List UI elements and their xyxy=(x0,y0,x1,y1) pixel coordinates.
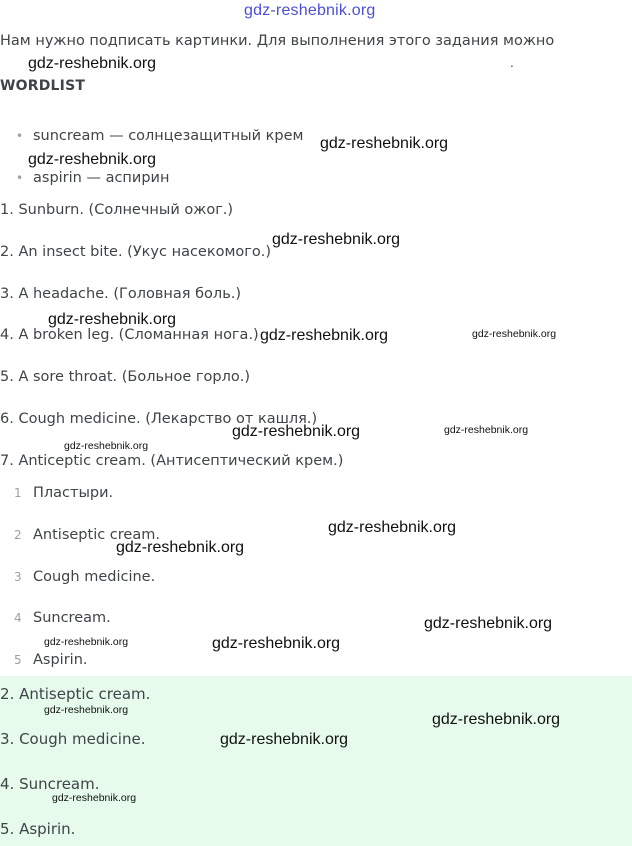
picture-caption-5: 5. A sore throat. (Больное горло.) xyxy=(0,369,251,385)
numbered-item xyxy=(14,610,111,626)
picture-caption-6: 6. Cough medicine. (Лекарство от кашля.) xyxy=(0,411,318,427)
watermark: gdz-reshebnik.org xyxy=(432,711,561,728)
answer-line: 4. Suncream. xyxy=(0,775,100,793)
watermark: gdz-reshebnik.org xyxy=(444,424,529,436)
item-number: 1 xyxy=(14,486,22,500)
item-text: Пластыри. xyxy=(33,485,114,501)
wordlist-title: WORDLIST xyxy=(0,78,86,94)
wordlist-item-text: suncream — солнцезащитный крем xyxy=(33,128,304,144)
intro-text: Нам нужно подписать картинки. Для выполнения этого задания можно xyxy=(0,33,555,49)
watermark: gdz-reshebnik.org xyxy=(64,440,149,452)
watermark: gdz-reshebnik.org xyxy=(320,135,449,152)
wordlist-item xyxy=(16,170,169,186)
item-text: Suncream. xyxy=(33,610,111,626)
watermark: gdz-reshebnik.org xyxy=(328,519,457,536)
site-header-link[interactable]: gdz-reshebnik.org xyxy=(244,2,376,19)
watermark: gdz-reshebnik.org xyxy=(28,151,157,168)
watermark: gdz-reshebnik.org xyxy=(52,792,137,804)
watermark: gdz-reshebnik.org xyxy=(472,328,557,340)
watermark: gdz-reshebnik.org xyxy=(232,423,361,440)
watermark: gdz-reshebnik.org xyxy=(260,327,389,344)
watermark: gdz-reshebnik.org xyxy=(116,539,245,556)
watermark: gdz-reshebnik.org xyxy=(44,704,129,716)
watermark: gdz-reshebnik.org xyxy=(220,731,349,748)
bullet-icon: • xyxy=(16,129,24,143)
watermark: gdz-reshebnik.org xyxy=(48,311,177,328)
item-number: 2 xyxy=(14,528,22,542)
picture-caption-1: 1. Sunburn. (Солнечный ожог.) xyxy=(0,202,234,218)
numbered-item xyxy=(14,569,155,585)
item-text: Aspirin. xyxy=(33,652,88,668)
picture-caption-7: 7. Anticeptic cream. (Антисептический крем.) xyxy=(0,453,344,469)
watermark: gdz-reshebnik.org xyxy=(28,55,157,72)
watermark: gdz-reshebnik.org xyxy=(424,615,553,632)
picture-caption-2: 2. An insect bite. (Укус насекомого.) xyxy=(0,244,272,260)
picture-caption-3: 3. A headache. (Головная боль.) xyxy=(0,286,242,302)
bullet-icon: • xyxy=(16,171,24,185)
item-text: Cough medicine. xyxy=(33,569,156,585)
picture-caption-4: 4. A broken leg. (Сломанная нога.) xyxy=(0,327,259,343)
wordlist-item xyxy=(16,128,304,144)
numbered-item xyxy=(14,652,88,668)
answer-line: 3. Cough medicine. xyxy=(0,730,146,748)
item-number: 3 xyxy=(14,570,22,584)
watermark: gdz-reshebnik.org xyxy=(212,635,341,652)
answer-line: 5. Aspirin. xyxy=(0,820,76,838)
wordlist-item-text: aspirin — аспирин xyxy=(33,170,170,186)
watermark: gdz-reshebnik.org xyxy=(272,231,401,248)
answer-line: 2. Antiseptic cream. xyxy=(0,685,151,703)
item-number: 5 xyxy=(14,653,22,667)
watermark: gdz-reshebnik.org xyxy=(44,636,129,648)
intro-trailing-dot: . xyxy=(510,56,514,70)
item-text: Antiseptic cream. xyxy=(33,527,160,543)
item-number: 4 xyxy=(14,611,22,625)
numbered-item xyxy=(14,485,113,501)
answer-box xyxy=(0,676,632,846)
